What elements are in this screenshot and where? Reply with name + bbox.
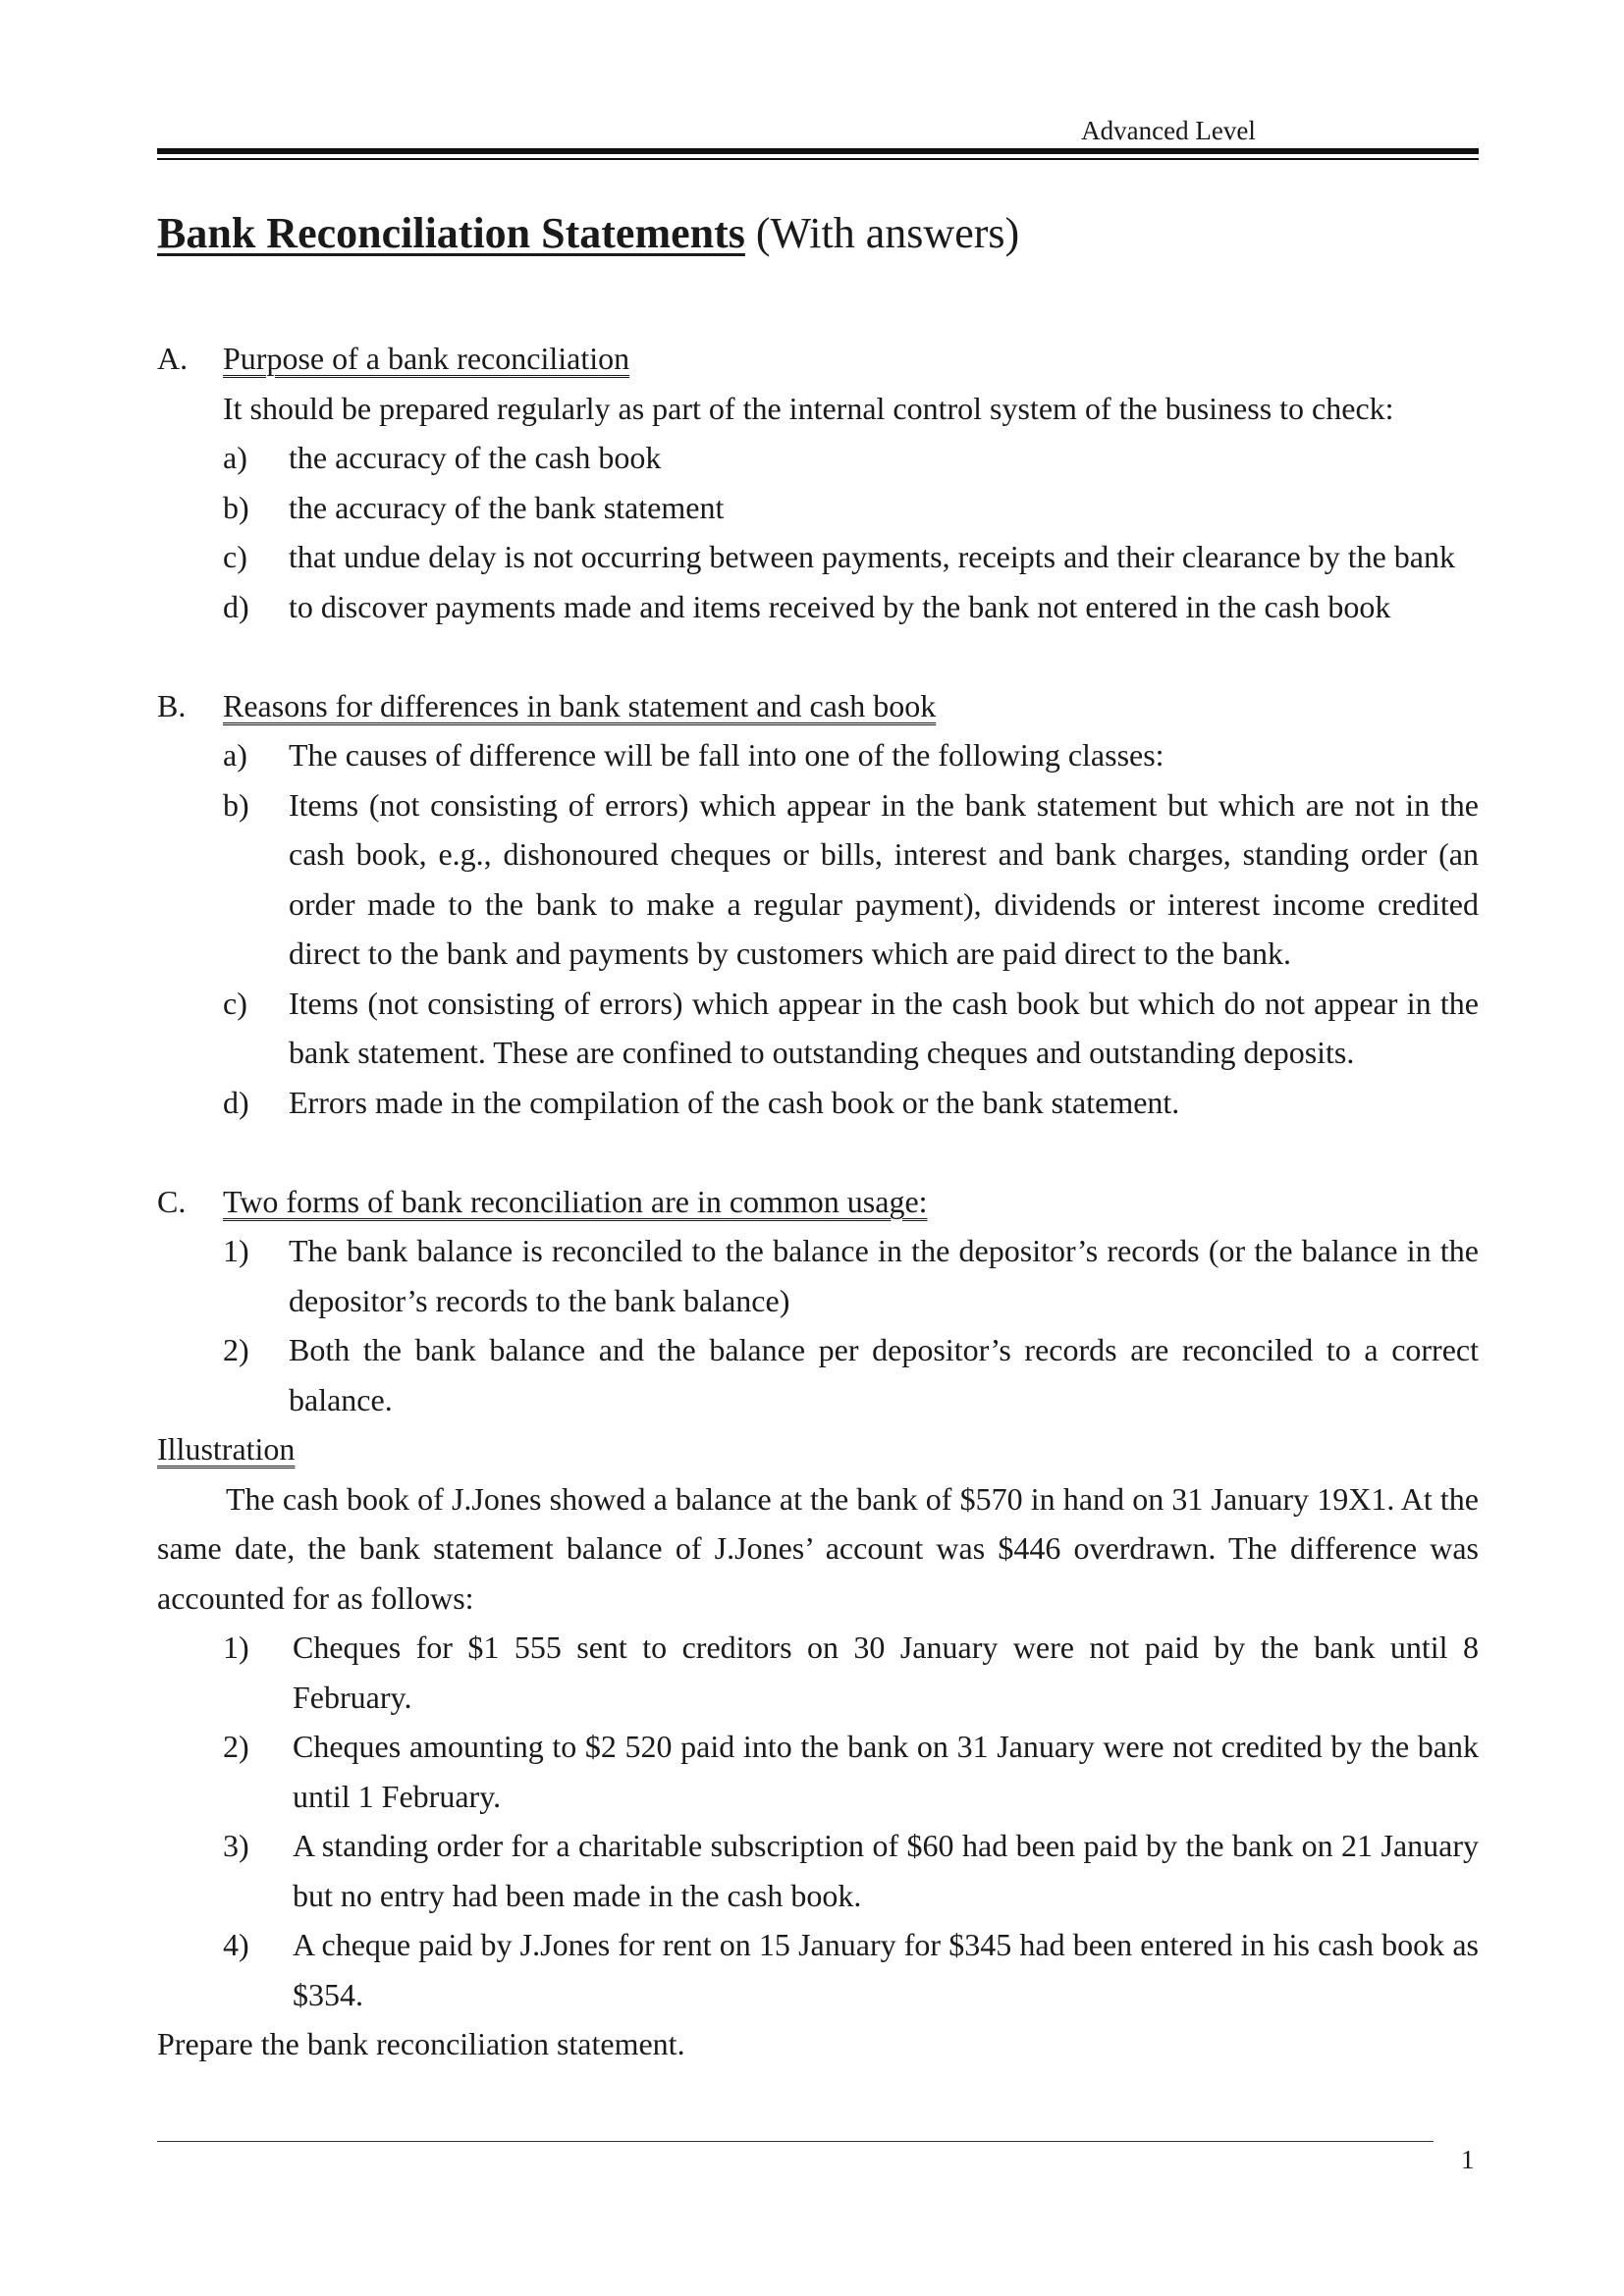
list-marker: a) (223, 440, 247, 475)
list-item-text: Cheques for $1 555 sent to creditors on 30 January were not paid by the bank until 8 February. (293, 1629, 1479, 1715)
list-item-text: to discover payments made and items received by the bank not entered in the cash book (289, 588, 1391, 624)
section-b-item (157, 1078, 1479, 1128)
illustration-instruction: Prepare the bank reconciliation statement. (157, 2026, 685, 2061)
list-item-text: Errors made in the compilation of the cash book or the bank statement. (289, 1084, 1180, 1120)
section-c-item (157, 1226, 1479, 1325)
list-marker: 1) (223, 1233, 249, 1268)
list-marker: 1) (223, 1629, 249, 1665)
illustration-paragraph: The cash book of J.Jones showed a balance at the bank of $570 in hand on 31 January 19X1. At the same date, the bank statement balance of J.Jones’ account was $446 overdrawn. The difference was accounted for as follows: (157, 1480, 1479, 1616)
page-number: 1 (1461, 2145, 1475, 2174)
section-a-item (157, 582, 1479, 632)
section-a-item (157, 483, 1479, 533)
footer-rule (157, 2141, 1434, 2142)
spacer (157, 631, 1479, 681)
section-b-item (157, 730, 1479, 780)
illustration-item (157, 1623, 1479, 1722)
section-c-heading-row (157, 1177, 1479, 1227)
list-marker: c) (223, 539, 247, 574)
section-c-letter: C. (157, 1183, 187, 1219)
section-a-intro: It should be prepared regularly as part of the internal control system of the business to check: (223, 390, 1394, 426)
list-marker: b) (223, 489, 249, 525)
list-item-text: Items (not consisting of errors) which appear in the bank statement but which are not in the cash book, e.g., dishonoured cheques or bills, interest and bank charges, standing order (an order made to the bank to make a regular payment), dividends or interest income credited direct to the bank and payments by customers which are paid direct to the bank. (289, 786, 1479, 971)
list-marker: a) (223, 737, 247, 773)
section-a-item (157, 433, 1479, 483)
section-b-item (157, 979, 1479, 1078)
section-b-heading: Reasons for differences in bank statement and cash book (223, 687, 937, 723)
illustration-item (157, 1722, 1479, 1821)
header-rule-thick (157, 148, 1479, 154)
section-b-letter: B. (157, 687, 187, 723)
section-a-letter: A. (157, 341, 189, 376)
section-a-heading-row (157, 334, 1479, 384)
illustration-heading-row (157, 1424, 1479, 1474)
header-level-label: Advanced Level (1081, 116, 1256, 145)
list-item-text: A standing order for a charitable subscription of $60 had been paid by the bank on 21 January but no entry had been made in the cash book. (293, 1828, 1479, 1913)
list-item-text: A cheque paid by J.Jones for rent on 15 January for $345 had been entered in his cash book as $354. (293, 1927, 1479, 2012)
list-marker: b) (223, 786, 249, 823)
illustration-item (157, 1821, 1479, 1920)
illustration-item (157, 1920, 1479, 2019)
title-main: Bank Reconciliation Statements (157, 209, 745, 257)
list-item-text: the accuracy of the bank statement (289, 489, 725, 525)
list-item-text: The bank balance is reconciled to the balance in the depositor’s records (or the balance in the depositor’s records to the bank balance) (289, 1233, 1479, 1318)
page-title (157, 208, 1019, 258)
spacer (157, 1127, 1479, 1177)
section-a-heading: Purpose of a bank reconciliation (223, 341, 630, 376)
section-c-item (157, 1325, 1479, 1424)
list-item-text: Items (not consisting of errors) which appear in the cash book but which do not appear in the bank statement. These are confined to outstanding cheques and outstanding deposits. (289, 985, 1479, 1070)
list-marker: 4) (223, 1927, 249, 1962)
list-item-text: Cheques amounting to $2 520 paid into the bank on 31 January were not credited by the bank until 1 February. (293, 1729, 1479, 1814)
document-body (157, 334, 1479, 2069)
section-a-item (157, 532, 1479, 582)
list-marker: 3) (223, 1828, 249, 1863)
list-item-text: the accuracy of the cash book (289, 440, 662, 475)
list-marker: 2) (223, 1729, 249, 1764)
list-marker: d) (223, 588, 249, 624)
section-b-item (157, 780, 1479, 979)
title-suffix: (With answers) (744, 209, 1020, 257)
header-rule-thin (157, 158, 1479, 160)
list-item-text: The causes of difference will be fall into one of the following classes: (289, 737, 1164, 773)
list-marker: c) (223, 985, 247, 1021)
section-b-heading-row (157, 681, 1479, 731)
list-marker: 2) (223, 1332, 249, 1367)
list-marker: d) (223, 1084, 249, 1120)
section-c-heading: Two forms of bank reconciliation are in common usage: (223, 1183, 928, 1219)
list-item-text: Both the bank balance and the balance per depositor’s records are reconciled to a correct balance. (289, 1332, 1479, 1417)
illustration-heading: Illustration (157, 1431, 296, 1467)
list-item-text: that undue delay is not occurring between payments, receipts and their clearance by the bank (289, 539, 1455, 574)
